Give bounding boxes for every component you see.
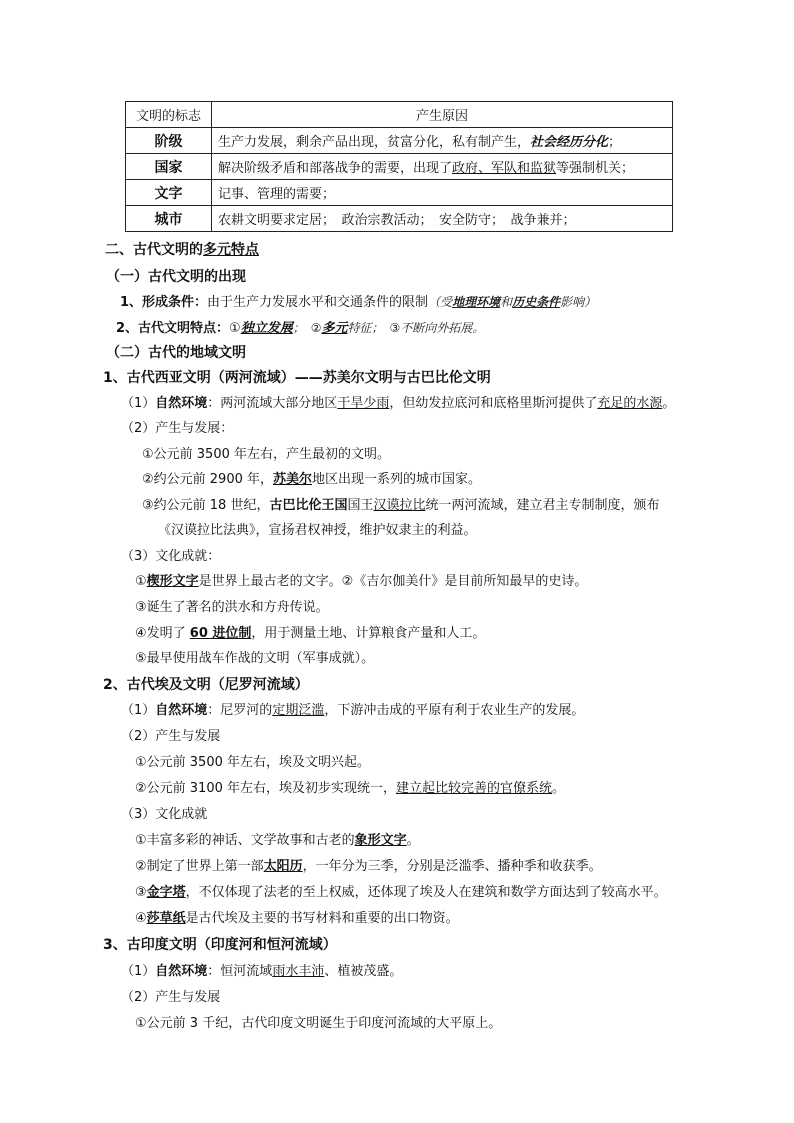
paragraph-line (135, 624, 485, 644)
body-text: ，用于测量土地、计算粮食产量和人工。 (251, 626, 486, 641)
civilization-title: 3、古印度文明（印度河和恒河流域） (103, 937, 337, 953)
paragraph-line (121, 701, 584, 721)
paragraph-line: ①公元前 3500 年左右，产生最初的文明。 (142, 447, 391, 462)
underline-text: 汉谟拉比 (373, 498, 426, 513)
table-row (126, 128, 673, 154)
emphasis-text: 金字塔 (146, 885, 186, 900)
cell-text: 等强制机关； (556, 161, 635, 176)
paragraph-line: ①公元前 3 千纪，古代印度文明诞生于印度河流域的大平原上。 (135, 1016, 502, 1031)
underline-text: 雨水丰沛 (272, 964, 325, 979)
note-emphasis: 历史条件 (512, 295, 561, 309)
body-text: ，但幼发拉底河和底格里斯河提供了 (389, 396, 598, 411)
heading-underline: 多元特点 (203, 242, 259, 258)
paragraph-line: （3）文化成就： (121, 549, 221, 564)
paragraph-line (120, 292, 596, 313)
underline-text: 干旱少雨 (337, 396, 390, 411)
body-text: 。 (406, 833, 420, 848)
note-text: 和 (500, 295, 513, 309)
paragraph-line (135, 909, 459, 929)
label-text: 自然环境 (155, 964, 208, 979)
cell-text: 解决阶级矛盾和部落战争的需要，出现了 (218, 161, 453, 176)
list-number: （1） (121, 703, 156, 718)
table-value-cell: 农耕文明要求定居； 政治宗教活动； 安全防守； 战争兼并； (212, 206, 673, 232)
paragraph-line (135, 883, 667, 903)
body-text: ②公元前 3100 年左右，埃及初步实现统一， (135, 781, 397, 796)
subsection-heading: （二）古代的地域文明 (106, 345, 246, 361)
cell-text: ； (608, 135, 622, 150)
body-text: ，不仅体现了法老的至上权威，还体现了埃及人在建筑和数学方面达到了较高水平。 (185, 885, 667, 900)
table-key-cell: 文字 (126, 180, 212, 206)
paragraph-line (142, 496, 660, 516)
paragraph-line: （2）产生与发展 (121, 990, 221, 1005)
paragraph-line: 《汉谟拉比法典》，宣扬君权神授，维护奴隶主的利益。 (158, 523, 477, 538)
underline-text: 充足的水源 (597, 396, 663, 411)
body-text: ②约公元前 2900 年， (142, 472, 274, 487)
body-text: ③约公元前 18 世纪， (142, 498, 270, 513)
body-text: ① (229, 321, 241, 336)
label-text: 1、形成条件： (120, 295, 208, 310)
emphasis-text: 太阳历 (263, 859, 303, 874)
paragraph-line: ⑤最早使用战车作战的文明（军事成就）。 (135, 651, 375, 666)
body-text: ； ② (292, 321, 322, 335)
table-value-cell (212, 128, 673, 154)
table-key-cell: 城市 (126, 206, 212, 232)
body-text: ④ (135, 911, 147, 926)
body-text: ① (135, 574, 147, 589)
label-text: 自然环境 (155, 703, 208, 718)
paragraph-line: ③诞生了著名的洪水和方舟传说。 (135, 600, 329, 615)
paragraph-line (135, 831, 420, 851)
table-header-cell: 文明的标志 (126, 102, 212, 128)
paragraph-line (135, 857, 602, 877)
note-emphasis: 地理环境 (452, 295, 501, 309)
table-header-cell: 产生原因 (212, 102, 673, 128)
body-text: ，一年分为三季，分别是泛滥季、播种季和收获季。 (302, 859, 602, 874)
body-text: ：恒河流域 (207, 964, 273, 979)
body-text: 特征； ③不断向外拓展。 (347, 321, 485, 335)
emphasis-text: 古巴比伦王国 (269, 498, 348, 513)
emphasis-text: 楔形文字 (146, 574, 199, 589)
cell-underline: 政府、军队和监狱 (452, 161, 557, 176)
label-text: 自然环境 (155, 396, 208, 411)
table-header-row (126, 102, 673, 128)
body-text: ④发明了 (135, 626, 190, 641)
body-text: 。 (552, 781, 566, 796)
body-text: ，下游冲击成的平原有利于农业生产的发展。 (324, 703, 585, 718)
emphasis-text: 60 进位制 (189, 626, 252, 641)
body-text: 国王 (347, 498, 374, 513)
civilization-title: 1、古代西亚文明（两河流域）——苏美尔文明与古巴比伦文明 (103, 370, 491, 386)
list-number: （1） (121, 964, 156, 979)
paragraph-line: （2）产生与发展 (121, 729, 221, 744)
heading-text: 二、古代文明的 (105, 242, 203, 258)
body-text: 地区出现一系列的城市国家。 (312, 472, 482, 487)
emphasis-text: 莎草纸 (146, 911, 186, 926)
paragraph-line (121, 962, 402, 982)
body-text: 。 (662, 396, 676, 411)
paragraph-line: （3）文化成就 (121, 807, 208, 822)
emphasis-text: 象形文字 (354, 833, 407, 848)
cell-text: 生产力发展，剩余产品出现，贫富分化，私有制产生， (218, 135, 531, 150)
body-text: ：两河流域大部分地区 (207, 396, 338, 411)
body-text: 由于生产力发展水平和交通条件的限制 (207, 295, 429, 310)
table-key-cell: 阶级 (126, 128, 212, 154)
label-text: 2、古代文明特点： (116, 321, 230, 336)
body-text: ：尼罗河的 (207, 703, 273, 718)
table-value-cell: 记事、管理的需要； (212, 180, 673, 206)
paragraph-line (121, 394, 675, 414)
body-text: 、植被茂盛。 (324, 964, 403, 979)
paragraph-line: （2）产生与发展： (121, 421, 234, 436)
body-text: 是古代埃及主要的书写材料和重要的出口物资。 (185, 911, 459, 926)
body-text: ②制定了世界上第一部 (135, 859, 264, 874)
underline-text: 建立起比较完善的官僚系统 (396, 781, 553, 796)
table-row (126, 206, 673, 232)
cell-emphasis: 社会经历分化 (530, 135, 609, 150)
civilization-title: 2、古代埃及文明（尼罗河流域） (103, 677, 309, 693)
table-row (126, 180, 673, 206)
body-text: 是世界上最古老的文字。②《吉尔伽美什》是目前所知最早的史诗。 (198, 574, 588, 589)
underline-text: 定期泛滥 (272, 703, 325, 718)
paragraph-line: ①公元前 3500 年左右，埃及文明兴起。 (135, 755, 371, 770)
section-heading (105, 240, 259, 260)
body-text: ①丰富多彩的神话、文学故事和古老的 (135, 833, 355, 848)
paragraph-line (142, 470, 481, 490)
note-text: （受 (428, 295, 453, 309)
paragraph-line (135, 779, 565, 799)
civilization-markers-table (125, 101, 673, 232)
body-text: 统一两河流域，建立君主专制制度，颁布 (425, 498, 660, 513)
emphasis-text: 独立发展 (240, 321, 293, 336)
table-value-cell (212, 154, 673, 180)
paragraph-line (135, 572, 587, 592)
subsection-heading: （一）古代文明的出现 (106, 269, 246, 285)
table-row (126, 154, 673, 180)
note-text: 影响） (560, 295, 597, 309)
list-number: （1） (121, 396, 156, 411)
body-text: ③ (135, 885, 147, 900)
emphasis-text: 苏美尔 (273, 472, 313, 487)
emphasis-text: 多元 (321, 321, 348, 336)
paragraph-line (116, 318, 484, 339)
table-key-cell: 国家 (126, 154, 212, 180)
